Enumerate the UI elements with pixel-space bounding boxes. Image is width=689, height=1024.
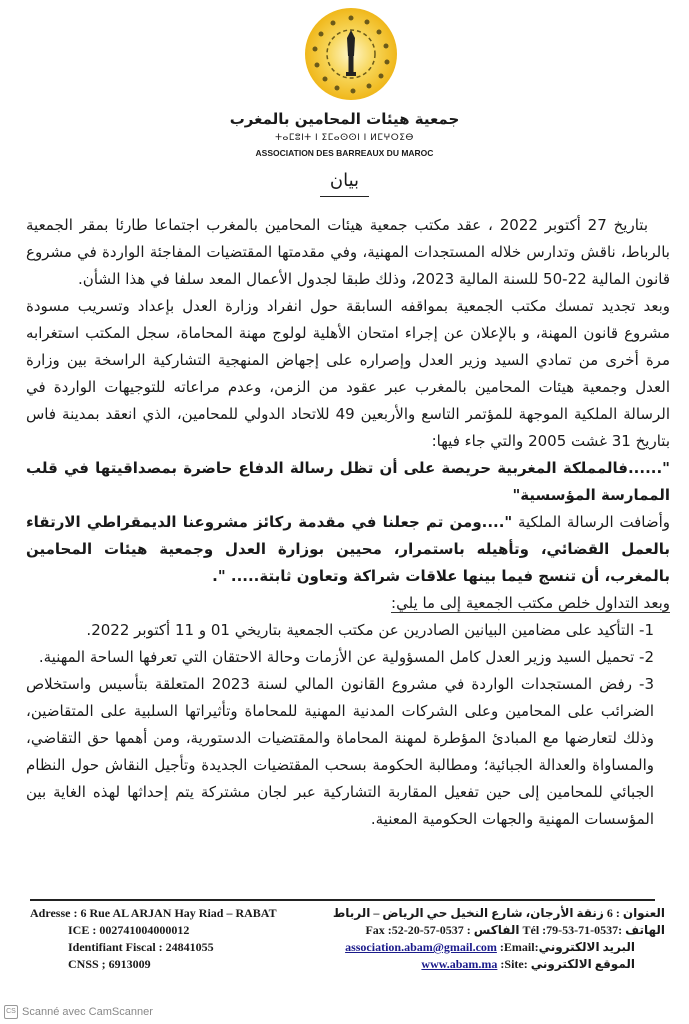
email-link[interactable]: association.abam@gmail.com — [345, 940, 497, 954]
site-label: الموقع الالكتروني : — [523, 957, 635, 971]
list-item: 3- رفض المستجدات الواردة في مشروع القانون المالي لسنة 2023 المتعلقة بتأسيس واستخلاص الضرائب على المحامين وعلى الشركات المدنية المهنية للمحاماة وتأثيراتها السلبية على المتقاضين، وذلك لتعارضها مع المبادئ المؤطرة لمهنة المحاماة والمقتضيات الدستورية، ومن أهمها حق التقاضي، والمساواة والعدالة الجبائية؛ ومطالبة الحكومة بسحب المقتضيات الجديدة وتأجيل النقاش حول النظام الجبائي للمحامين إلى حين تفعيل المقاربة التشاركية عبر لجان مشتركة يتم إحداثها لهذه الغاية بين المؤسسات المهنية والجهات الحكومية المعنية. — [26, 675, 654, 828]
footer-left — [30, 905, 320, 973]
ice-number: ICE : 002741004000012 — [68, 923, 190, 937]
site-line — [330, 956, 665, 973]
document-body — [26, 212, 670, 833]
list-item: 2- تحميل السيد وزير العدل كامل المسؤولية عن الأزمات وحالة الاحتقان التي تعرفها الساحة المهنية. — [38, 648, 654, 666]
watermark-text: Scanné avec CamScanner — [22, 1006, 153, 1018]
email-line — [330, 939, 665, 956]
camscanner-watermark — [4, 1005, 153, 1019]
royal-letter-intro: وأضافت الرسالة الملكية — [512, 513, 670, 531]
cnss-number: CNSS ; 6913009 — [68, 957, 151, 971]
email-label: البريد الالكتروني: — [534, 940, 635, 954]
bar-association-emblem-icon — [305, 8, 397, 100]
paragraph-intro: بتاريخ 27 أكتوبر 2022 ، عقد مكتب جمعية هيئات المحامين بالمغرب اجتماعا طارئا بمقر الجمعية بالرباط، ناقش وتدارس خلاله المستجدات المهنية، وفي مقدمتها المقتضيات المفاجئة الواردة في مشروع قانون المالية 22-50 للسنة المالية 2023، وذلك طبقا لجدول الأعمال المعد سلفا في هذا الشأن. — [26, 216, 670, 288]
site-label-fr: :Site — [497, 957, 524, 971]
address-ar: العنوان : 6 زنقة الأرجان، شارع النخيل حي الرياض – الرباط — [332, 906, 665, 920]
document-title — [0, 168, 689, 198]
document-title-text: بيان — [320, 168, 369, 197]
royal-quote-1: "......فالمملكة المغربية حريصة على أن تظل رسالة الدفاع حاضرة بمصداقيتها في قلب الممارسة المؤسسية" — [26, 459, 670, 504]
phone-fax: الهاتف :0537-71-53-79: Tél الفاكس : 0537-57-20-52: Fax — [365, 923, 665, 937]
site-link[interactable]: www.abam.ma — [421, 957, 498, 971]
address-fr: Adresse : 6 Rue AL ARJAN Hay Riad – RABAT — [30, 906, 277, 920]
royal-quote-2: "....ومن تم جعلنا في مقدمة ركائز مشروعنا الديمقراطي الارتقاء بالعمل القضائي، وتأهيله باستمرار، محيين بوزارة العدل وجمعية هيئات المحامين بالمغرب، أن تنسج فيما بينها علاقات شراكة وتعاون ثابتة..... ". — [26, 513, 670, 585]
footer-divider — [30, 899, 655, 901]
footer-right — [330, 905, 665, 973]
email-label-fr: :Email — [496, 940, 535, 954]
org-name-tifinagh: ⵜⴰⵎⵓⵏⵜ ⵏ ⵉⵎⴰⵙⵙⵏ ⵏ ⵍⵎⵖⵔⵉⴱ — [275, 133, 414, 143]
list-item: 1- التأكيد على مضامين البيانين الصادرين عن مكتب الجمعية بتاريخي 01 و 11 أكتوبر 2022. — [86, 621, 654, 639]
camscanner-icon: CS — [4, 1005, 18, 1019]
org-name-french: ASSOCIATION DES BARREAUX DU MAROC — [255, 148, 434, 158]
conclusions-list — [26, 617, 670, 833]
conclusions-lead — [26, 590, 670, 617]
paragraph-royal-letter — [26, 509, 670, 590]
paragraph-context: وبعد تجديد تمسك مكتب الجمعية بمواقفه السابقة حول انفراد وزارة العدل بإعداد وتسريب مسودة مشروع قانون المهنة، و بالإعلان عن إجراء امتحان الأهلية لولوج مهنة المحاماة، سجل المكتب استغرابه مرة أخرى من تمادي السيد وزير العدل وإصراره على إجهاض المنهجية التشاركية الراسخة بين وزارة العدل وجمعية هيئات المحامين بالمغرب عبر عقود من الزمن، وعدم مراعاته للتوجيهات الواردة في الرسالة الملكية الموجهة للمؤتمر التاسع والأربعين 49 للاتحاد الدولي للمحامين، الذي انعقد بمدينة فاس بتاريخ 31 غشت 2005 والتي جاء فيها: — [26, 297, 670, 450]
fiscal-id: Identifiant Fiscal : 24841055 — [68, 940, 214, 954]
org-name-arabic: جمعية هيئات المحامين بالمغرب — [229, 110, 460, 128]
conclusions-lead-text: وبعد التداول خلص مكتب الجمعية إلى ما يلي: — [391, 594, 670, 612]
